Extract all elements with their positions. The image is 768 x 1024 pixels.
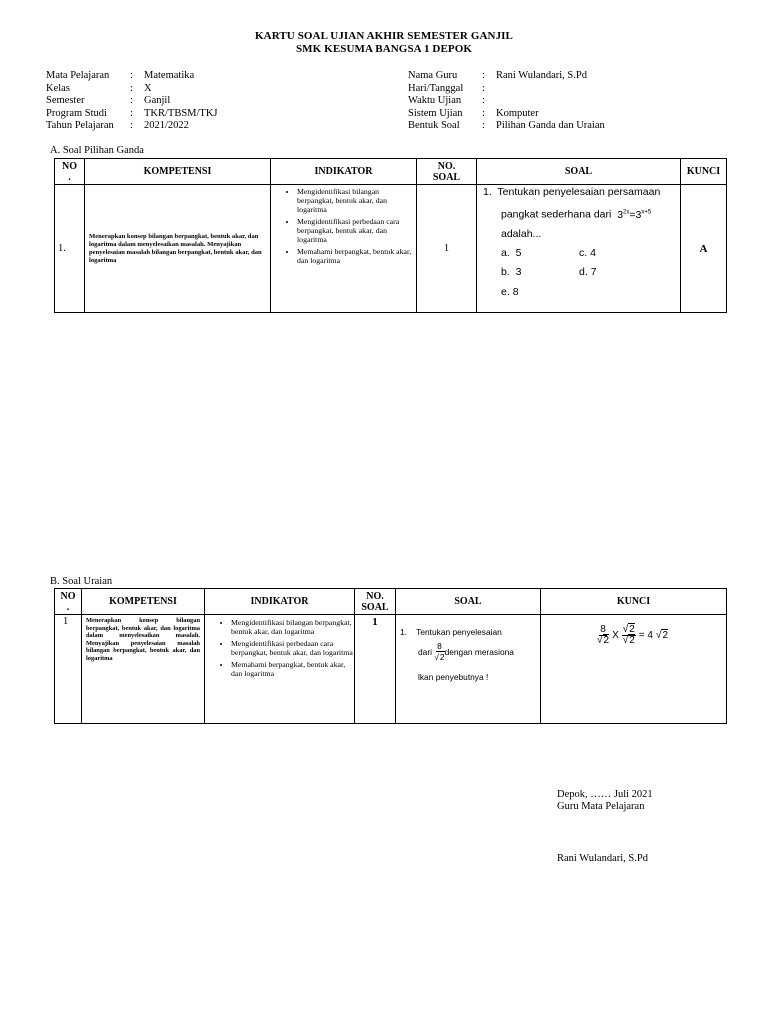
header-no: NO . <box>55 159 85 185</box>
info-label: Nama Guru <box>408 70 458 81</box>
fraction: $\frac{8}{√2}$ <box>434 641 445 662</box>
section-a-table <box>54 158 727 313</box>
info-row <box>408 108 605 121</box>
header-soal: SOAL <box>396 589 541 615</box>
info-value: X <box>144 82 152 94</box>
indikator-cell <box>271 185 417 313</box>
soal-line-3: adalah... <box>501 228 542 240</box>
info-value: Rani Wulandari, S.Pd <box>496 70 587 81</box>
kompetensi-cell <box>85 185 271 313</box>
info-row <box>46 120 218 133</box>
info-sep: : <box>482 82 485 94</box>
no-soal-cell: 1 <box>355 615 396 724</box>
option-c: c. 4 <box>579 247 596 259</box>
info-label: Bentuk Soal <box>408 120 460 131</box>
indikator-item: • Memahami berpangkat, bentuk akar, dan logaritma <box>297 247 416 265</box>
indikator-item: • Mengidentifikasi perbedaan cara berpangkat, bentuk akar, dan logaritma <box>297 217 416 244</box>
header-kompetensi: KOMPETENSI <box>85 159 271 185</box>
info-sep: : <box>482 95 485 106</box>
info-row <box>46 83 218 96</box>
equation: $3^{2x}=3^{x+5}$ <box>617 208 652 221</box>
signature-place-date: Depok, …… Juli 2021 <box>557 789 653 800</box>
soal-line-1: 1. Tentukan penyelesaian <box>400 627 502 637</box>
indikator-item: • Mengidentifikasi bilangan berpangkat, bentuk akar, dan logaritma <box>231 618 354 636</box>
info-label: Tahun Pelajaran <box>46 120 114 131</box>
page-title: KARTU SOAL UJIAN AKHIR SEMESTER GANJIL <box>255 30 513 42</box>
info-row <box>408 83 605 96</box>
info-label: Kelas <box>46 82 70 94</box>
soal-cell <box>396 615 541 724</box>
info-sep: : <box>130 120 133 131</box>
signature-role: Guru Mata Pelajaran <box>557 801 645 812</box>
soal-cell <box>477 185 681 313</box>
kompetensi-text: Menerapkan konsep bilangan berpangkat, bentuk akar, dan logaritma dalam menyelesaikan masalah. Menyajikan penyelesaian masalah bilangan berpangkat, bentuk akar, dan logaritma <box>86 617 200 662</box>
soal-line-3: lkan penyebutnya ! <box>418 672 489 682</box>
info-row <box>46 108 218 121</box>
soal-line-2: pangkat sederhana dari $3^{2x}=3^{x+5}$ <box>501 208 652 221</box>
row-no: 1. <box>55 185 85 313</box>
info-label: Program Studi <box>46 107 107 119</box>
indikator-list <box>271 187 416 265</box>
kunci-formula: $\frac{8}{√2}$ X $\frac{√2}{√2}$ = 4 √2 <box>597 624 669 646</box>
indikator-item: • Mengidentifikasi perbedaan cara berpangkat, bentuk akar, dan logaritma <box>231 639 354 657</box>
header-no-soal: NO. SOAL <box>355 589 396 615</box>
info-label: Semester <box>46 95 85 106</box>
info-value: TKR/TBSM/TKJ <box>144 107 218 119</box>
info-sep: : <box>130 95 133 106</box>
soal-line-2: dari $\frac{8}{√2}$ dengan merasiona <box>418 641 514 662</box>
section-a-title: A. Soal Pilihan Ganda <box>50 145 144 156</box>
info-sep: : <box>130 70 133 81</box>
info-row <box>408 70 605 83</box>
no-soal-cell: 1 <box>417 185 477 313</box>
info-value: Matematika <box>144 70 195 81</box>
option-e: e. 8 <box>501 286 519 298</box>
info-sep: : <box>482 107 485 119</box>
info-sep: : <box>130 107 133 119</box>
header-kunci: KUNCI <box>541 589 727 615</box>
kompetensi-cell <box>82 615 205 724</box>
option-d: d. 7 <box>579 266 597 278</box>
option-a: a. 5 <box>501 247 522 259</box>
header-kompetensi: KOMPETENSI <box>82 589 205 615</box>
info-right <box>408 70 605 133</box>
option-b: b. 3 <box>501 266 522 278</box>
info-left <box>46 70 218 133</box>
soal-content <box>396 615 540 720</box>
kunci-cell <box>541 615 727 724</box>
header-no-soal: NO. SOAL <box>417 159 477 185</box>
header-kunci: KUNCI <box>681 159 727 185</box>
section-b-table <box>54 588 727 724</box>
signature-name: Rani Wulandari, S.Pd <box>557 853 648 864</box>
soal-line-1: 1. Tentukan penyelesaian persamaan <box>483 186 661 198</box>
school-name: SMK KESUMA BANGSA 1 DEPOK <box>295 43 473 55</box>
header-no: NO . <box>55 589 82 615</box>
header-indikator: INDIKATOR <box>271 159 417 185</box>
indikator-cell <box>205 615 355 724</box>
kompetensi-text: Menerapkan konsep bilangan berpangkat, bentuk akar, dan logaritma dalam menyelesaikan masalah. Menyajikan penyelesaian masalah bilangan berpangkat, bentuk akar, dan logaritma <box>89 232 262 264</box>
info-value: 2021/2022 <box>144 120 189 131</box>
info-sep: : <box>482 70 485 81</box>
info-row <box>46 70 218 83</box>
row-no: 1 <box>55 615 82 724</box>
indikator-item: • Mengidentifikasi bilangan berpangkat, bentuk akar, dan logaritma <box>297 187 416 214</box>
info-sep: : <box>130 82 133 94</box>
kunci-cell: A <box>681 185 727 313</box>
header-soal: SOAL <box>477 159 681 185</box>
info-sep: : <box>482 120 485 131</box>
page-header <box>0 30 768 56</box>
info-value: Komputer <box>496 107 539 119</box>
info-row <box>408 95 605 108</box>
indikator-list <box>205 618 354 678</box>
info-row <box>408 120 605 133</box>
section-b-title: B. Soal Uraian <box>50 576 113 587</box>
header-indikator: INDIKATOR <box>205 589 355 615</box>
info-label: Waktu Ujian <box>408 95 462 106</box>
info-value: Ganjil <box>144 95 171 106</box>
fraction: $\frac{8}{√2}$ <box>597 624 610 646</box>
fraction: $\frac{√2}{√2}$ <box>622 624 635 646</box>
info-label: Hari/Tanggal <box>408 82 464 94</box>
indikator-item: • Memahami berpangkat, bentuk akar, dan logaritma <box>231 660 354 678</box>
soal-content <box>477 185 680 309</box>
info-label: Sistem Ujian <box>408 107 463 119</box>
info-row <box>46 95 218 108</box>
info-value: Pilihan Ganda dan Uraian <box>496 120 605 131</box>
info-label: Mata Pelajaran <box>46 70 110 81</box>
